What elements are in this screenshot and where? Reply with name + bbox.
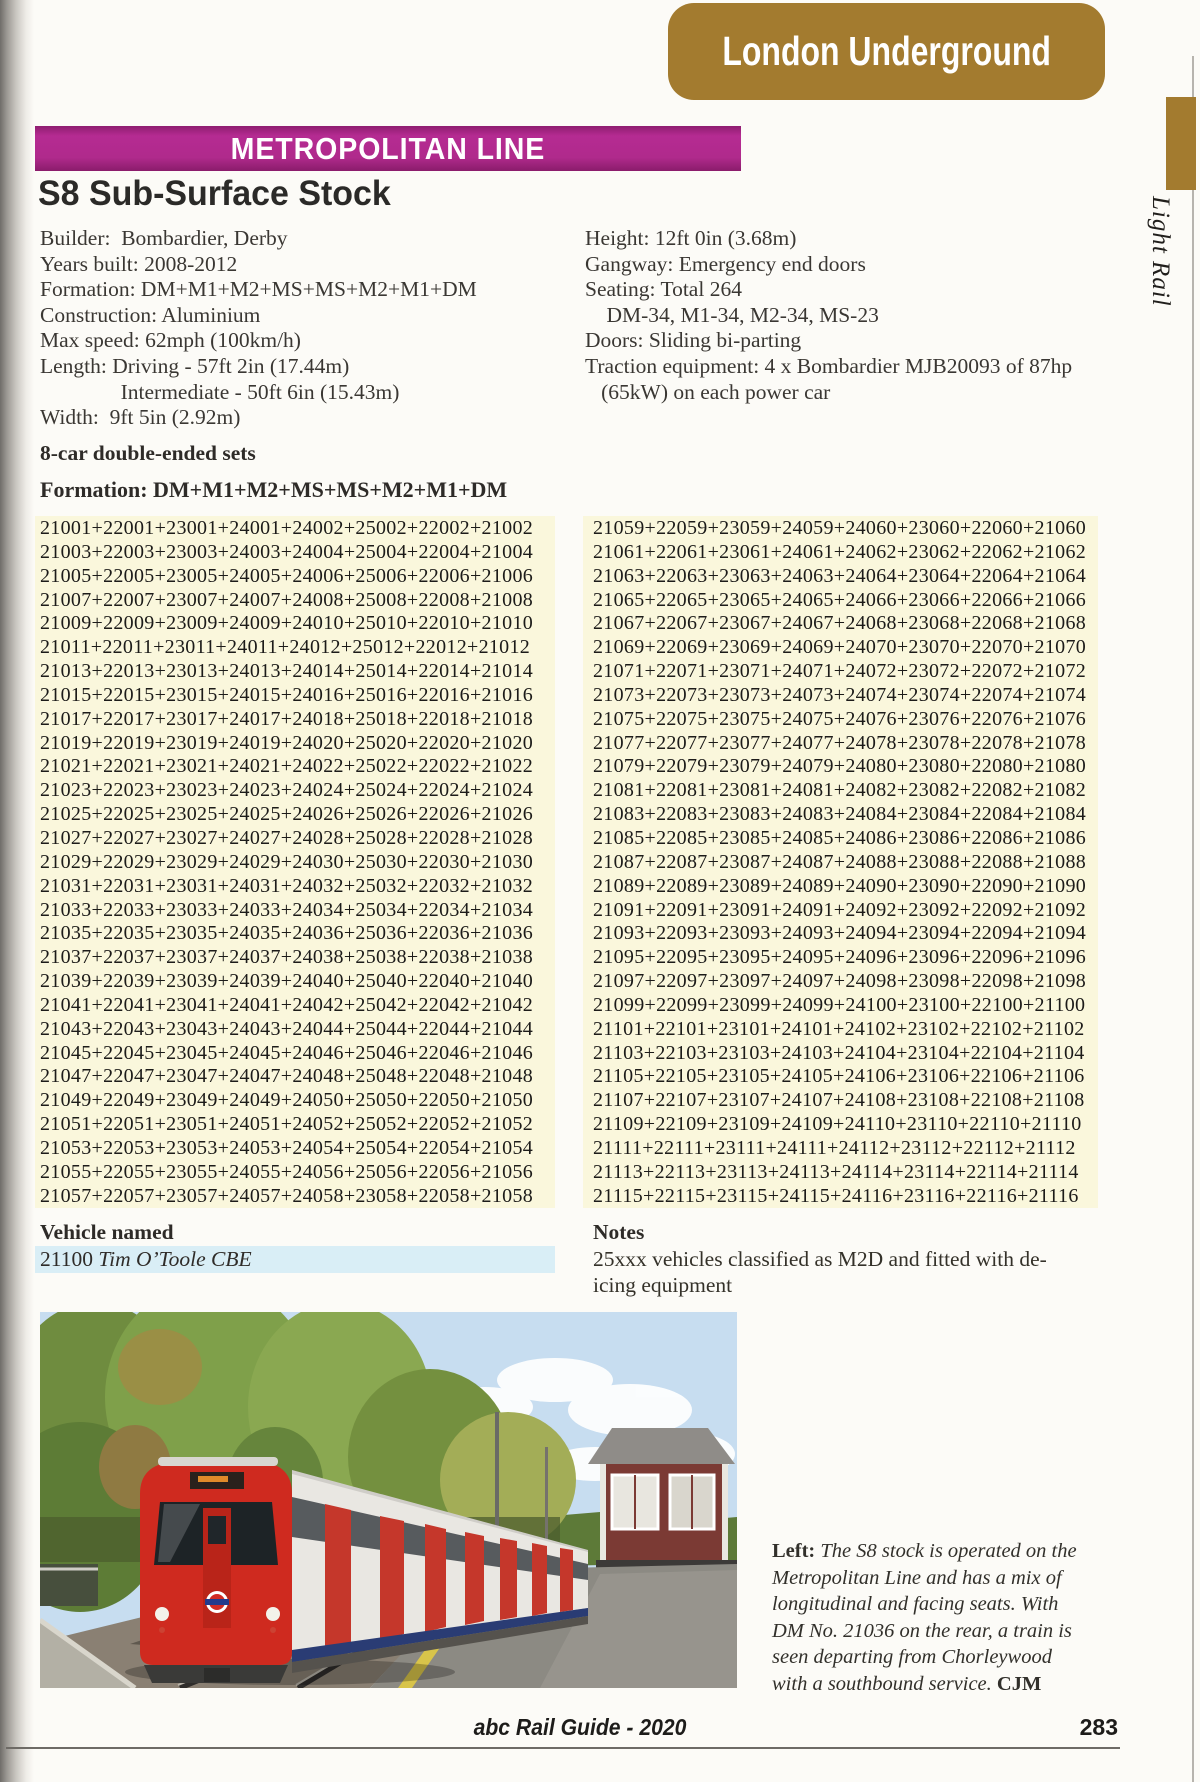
- section-tab: [1166, 97, 1196, 190]
- spec-line: Gangway: Emergency end doors: [585, 251, 866, 276]
- caption-label: Left:: [772, 1540, 821, 1562]
- unit-row: 21065+22065+23065+24065+24066+23066+22066+21066: [593, 588, 1087, 611]
- unit-row: 21029+22029+23029+24029+24030+25030+22030+21030: [40, 850, 534, 873]
- unit-number-column-right: [583, 516, 1098, 1208]
- unit-row: 21093+22093+23093+24093+24094+23094+22094+21094: [593, 922, 1087, 945]
- vehicle-named-heading: Vehicle named: [40, 1220, 174, 1244]
- unit-row: 21039+22039+23039+24039+24040+25040+22040+21040: [40, 970, 534, 993]
- unit-row: 21099+22099+23099+24099+24100+23100+22100+21100: [593, 993, 1086, 1016]
- unit-row: 21003+22003+23003+24003+24004+25004+22004+21004: [40, 540, 534, 563]
- footer-rule: [6, 1747, 1120, 1749]
- unit-row: 21083+22083+23083+24083+24084+23084+22084+21084: [593, 803, 1087, 826]
- unit-row: 21075+22075+23075+24075+24076+23076+22076+21076: [593, 707, 1087, 730]
- unit-row: 21081+22081+23081+24081+24082+23082+22082+21082: [593, 779, 1087, 802]
- unit-row: 21019+22019+23019+24019+24020+25020+22020+21020: [40, 731, 534, 754]
- unit-row: 21089+22089+23089+24089+24090+23090+22090+21090: [593, 874, 1087, 897]
- unit-row: 21013+22013+23013+24013+24014+25014+22014+21014: [40, 660, 534, 683]
- spec-line: Years built: 2008-2012: [40, 251, 238, 276]
- unit-row: 21047+22047+23047+24047+24048+25048+22048+21048: [40, 1065, 534, 1088]
- unit-row: 21031+22031+23031+24031+24032+25032+22032+21032: [40, 874, 534, 897]
- spec-line: Doors: Sliding bi-parting: [585, 328, 802, 353]
- notes-heading: Notes: [593, 1220, 645, 1244]
- spec-line: Max speed: 62mph (100km/h): [40, 328, 301, 353]
- unit-row: 21111+22111+23111+24111+24112+23112+22112+21112: [593, 1136, 1076, 1159]
- page-number: 283: [1079, 1714, 1118, 1740]
- unit-row: 21041+22041+23041+24041+24042+25042+22042+21042: [40, 993, 534, 1016]
- spec-line: Traction equipment: 4 x Bombardier MJB20093 of 87hp: [585, 353, 1073, 378]
- unit-row: 21005+22005+23005+24005+24006+25006+22006+21006: [40, 564, 534, 587]
- caption-credit: CJM: [996, 1672, 1042, 1695]
- unit-row: 21011+22011+23011+24011+24012+25012+22012+21012: [40, 636, 531, 659]
- unit-row: 21095+22095+23095+24095+24096+23096+22096+21096: [593, 946, 1087, 969]
- unit-row: 21033+22033+23033+24033+24034+25034+22034+21034: [40, 898, 534, 921]
- spec-line: (65kW) on each power car: [585, 379, 831, 404]
- unit-row: 21067+22067+23067+24067+24068+23068+22068+21068: [593, 612, 1087, 635]
- unit-row: 21105+22105+23105+24105+24106+23106+22106+21106: [593, 1065, 1085, 1088]
- unit-row: 21001+22001+23001+24001+24002+25002+22002+21002: [40, 517, 534, 539]
- caption-body: The S8 stock is operated on the Metropolitan Line and has a mix of longitudinal and facing seats. With DM No. 21036 on the rear, a train is seen departing from Chorleywood with a southbound service.: [772, 1540, 1077, 1695]
- signal-box: [588, 1428, 737, 1580]
- page-edge-line: [1192, 56, 1194, 1782]
- spec-line: DM-34, M1-34, M2-34, MS-23: [585, 302, 879, 327]
- unit-row: 21071+22071+23071+24071+24072+23072+22072+21072: [593, 660, 1087, 683]
- spec-line: Construction: Aluminium: [40, 302, 261, 327]
- unit-row: 21057+22057+23057+24057+24058+23058+22058+21058: [40, 1184, 534, 1207]
- unit-row: 21113+22113+23113+24113+24114+23114+22114+21114: [593, 1160, 1079, 1183]
- unit-row: 21097+22097+23097+24097+24098+23098+22098+21098: [593, 970, 1087, 993]
- unit-row: 21069+22069+23069+24069+24070+23070+22070+21070: [593, 636, 1087, 659]
- unit-row: 21063+22063+23063+24063+24064+23064+22064+21064: [593, 564, 1087, 587]
- unit-row: 21043+22043+23043+24043+24044+25044+22044+21044: [40, 1017, 534, 1040]
- spec-line: Seating: Total 264: [585, 277, 742, 302]
- formation-heading: Formation: DM+M1+M2+MS+MS+M2+M1+DM: [40, 477, 508, 502]
- unit-rows-right: [593, 517, 1086, 1208]
- page-title: S8 Sub-Surface Stock: [38, 174, 391, 213]
- banner-label: London Underground: [722, 28, 1051, 74]
- spec-line: Width: 9ft 5in (2.92m): [40, 405, 241, 430]
- unit-row: 21103+22103+23103+24103+24104+23104+22104+21104: [593, 1041, 1085, 1064]
- set-type-heading: 8-car double-ended sets: [40, 441, 256, 465]
- unit-row: 21055+22055+23055+24055+24056+25056+22056+21056: [40, 1160, 534, 1183]
- unit-row: 21051+22051+23051+24051+24052+25052+22052+21052: [40, 1113, 534, 1136]
- unit-rows-left: [40, 517, 533, 1208]
- unit-row: 21107+22107+23107+24107+24108+23108+22108+21108: [593, 1089, 1085, 1112]
- spec-list-right: [585, 226, 1072, 405]
- spec-list-left: [40, 226, 477, 431]
- london-underground-banner: [668, 3, 1105, 100]
- named-vehicle-name: Tim O’Toole CBE: [98, 1247, 252, 1271]
- unit-row: 21009+22009+23009+24009+24010+25010+22010+21010: [40, 612, 534, 635]
- spec-line: Builder: Bombardier, Derby: [40, 226, 288, 250]
- unit-row: 21015+22015+23015+24015+24016+25016+22016+21016: [40, 683, 534, 706]
- line-header-label: METROPOLITAN LINE: [230, 130, 546, 166]
- unit-row: 21017+22017+23017+24017+24018+25018+22018+21018: [40, 707, 534, 730]
- unit-row: 21049+22049+23049+24049+24050+25050+22050+21050: [40, 1089, 534, 1112]
- unit-row: 21007+22007+23007+24007+24008+25008+22008+21008: [40, 588, 534, 611]
- unit-row: 21059+22059+23059+24059+24060+23060+22060+21060: [593, 517, 1087, 539]
- spec-line: Height: 12ft 0in (3.68m): [585, 226, 797, 250]
- spec-line: Intermediate - 50ft 6in (15.43m): [40, 379, 400, 404]
- named-vehicle-text: [40, 1246, 252, 1273]
- metropolitan-line-header: [35, 126, 741, 171]
- unit-row: 21027+22027+23027+24027+24028+25028+22028+21028: [40, 826, 534, 849]
- unit-number-column-left: [35, 516, 555, 1208]
- unit-row: 21037+22037+23037+24037+24038+25038+22038+21038: [40, 946, 534, 969]
- footer-title: abc Rail Guide - 2020: [473, 1714, 687, 1740]
- unit-row: 21053+22053+23053+24053+24054+25054+22054+21054: [40, 1136, 534, 1159]
- station-photo: [40, 1312, 737, 1688]
- unit-row: 21087+22087+23087+24087+24088+23088+22088+21088: [593, 850, 1087, 873]
- unit-row: 21073+22073+23073+24073+24074+23074+22074+21074: [593, 683, 1087, 706]
- photo-illustration: [40, 1312, 737, 1688]
- side-section-label: Light Rail: [1147, 196, 1174, 307]
- unit-row: 21077+22077+23077+24077+24078+23078+22078+21078: [593, 731, 1087, 754]
- unit-row: 21101+22101+23101+24101+24102+23102+22102+21102: [593, 1017, 1085, 1040]
- photo-caption: [772, 1538, 1080, 1697]
- named-vehicle-row: [35, 1246, 555, 1273]
- unit-row: 21079+22079+23079+24079+24080+23080+22080+21080: [593, 755, 1087, 778]
- spec-line: Formation: DM+M1+M2+MS+MS+M2+M1+DM: [40, 277, 477, 302]
- named-vehicle-number: 21100: [40, 1247, 99, 1271]
- unit-row: 21115+22115+23115+24115+24116+23116+22116+21116: [593, 1184, 1079, 1207]
- unit-row: 21109+22109+23109+24109+24110+23110+22110+21110: [593, 1113, 1082, 1136]
- unit-row: 21091+22091+23091+24091+24092+23092+22092+21092: [593, 898, 1087, 921]
- unit-row: 21025+22025+23025+24025+24026+25026+22026+21026: [40, 803, 534, 826]
- unit-row: 21021+22021+23021+24021+24022+25022+22022+21022: [40, 755, 534, 778]
- notes-body: 25xxx vehicles classified as M2D and fitted with de-icing equipment: [593, 1247, 1047, 1297]
- unit-row: 21085+22085+23085+24085+24086+23086+22086+21086: [593, 826, 1087, 849]
- scan-edge-shadow: [0, 0, 34, 1782]
- unit-row: 21023+22023+23023+24023+24024+25024+22024+21024: [40, 779, 534, 802]
- unit-row: 21045+22045+23045+24045+24046+25046+22046+21046: [40, 1041, 534, 1064]
- unit-row: 21061+22061+23061+24061+24062+23062+22062+21062: [593, 540, 1087, 563]
- spec-line: Length: Driving - 57ft 2in (17.44m): [40, 353, 350, 378]
- unit-row: 21035+22035+23035+24035+24036+25036+22036+21036: [40, 922, 534, 945]
